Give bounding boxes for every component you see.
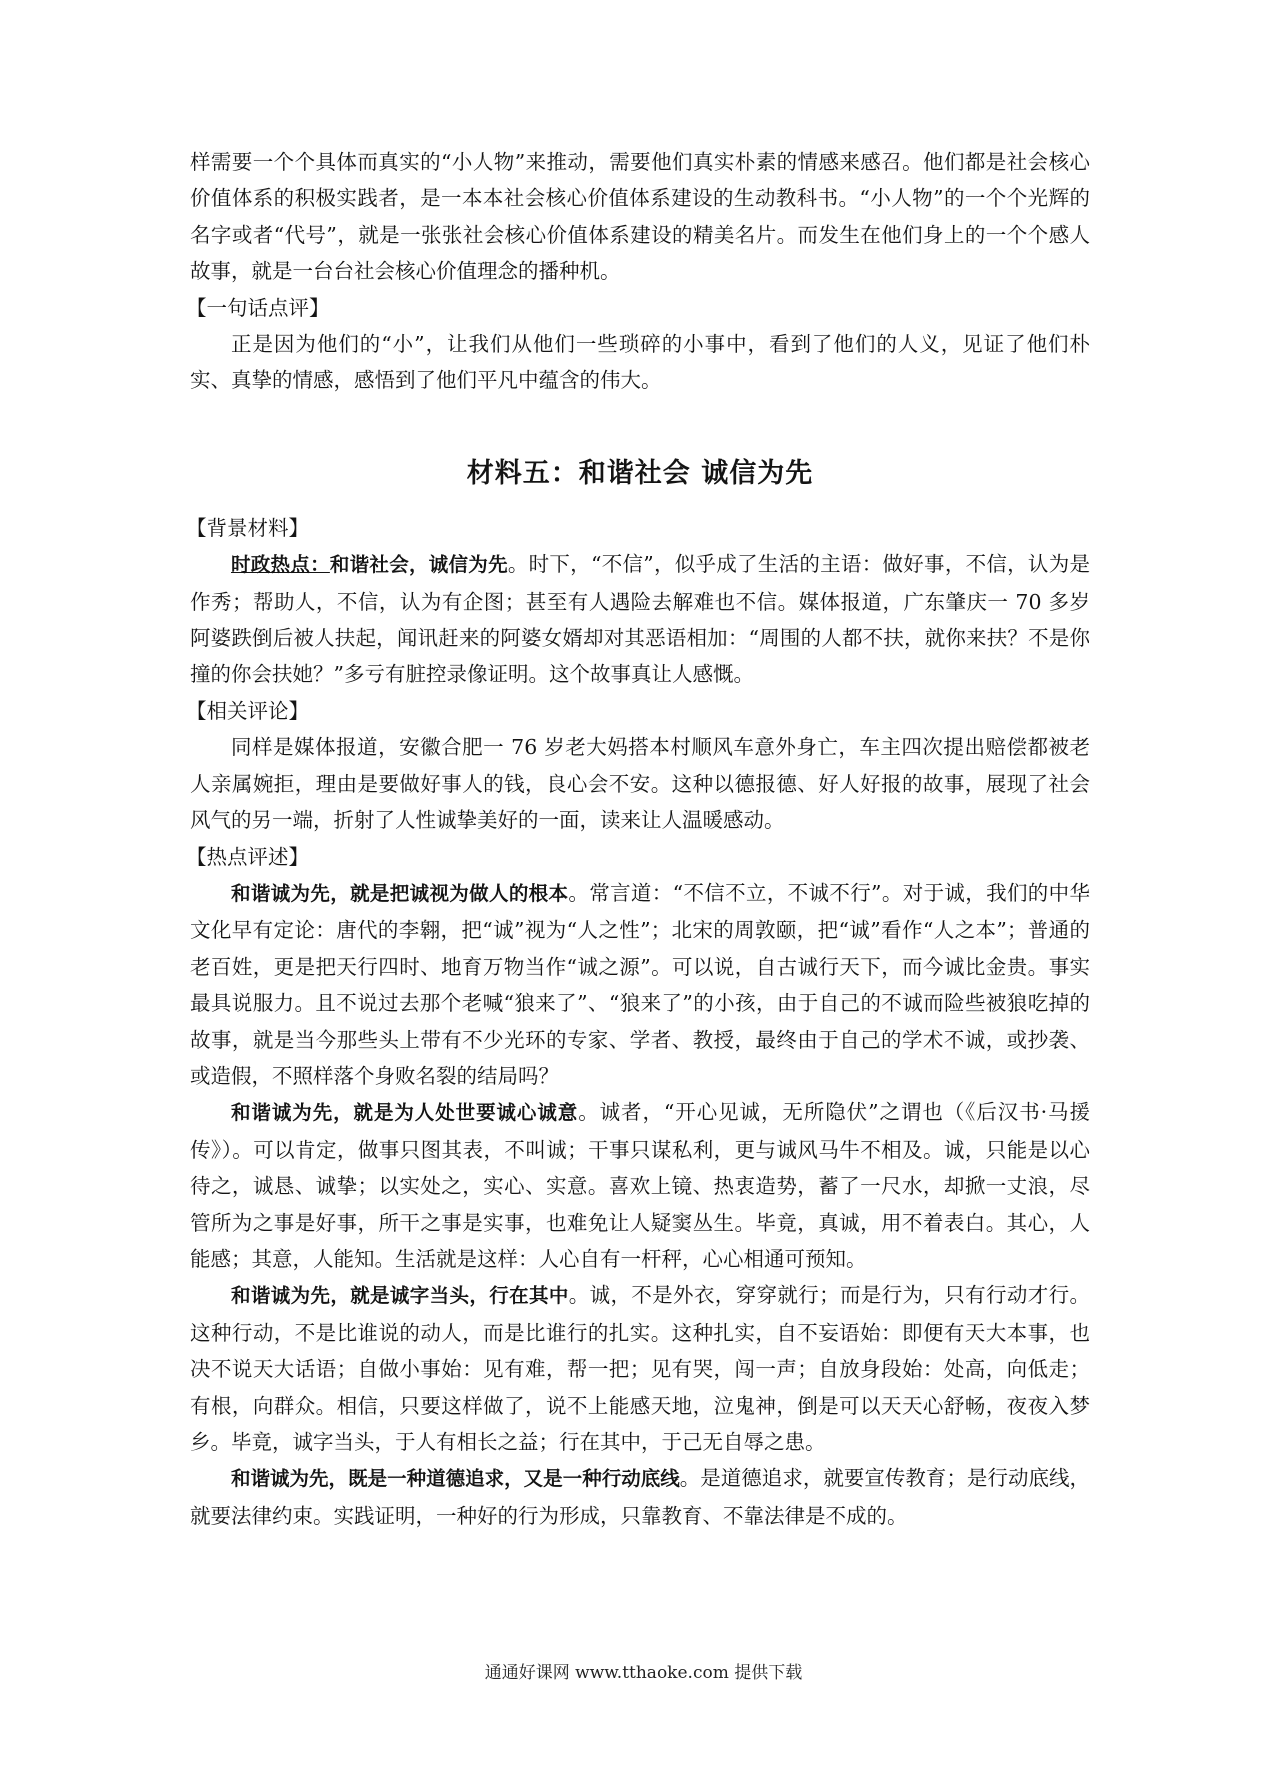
hot-tag: 【热点评述】	[186, 844, 309, 869]
hot-paragraph-2	[190, 1094, 1090, 1277]
hot-paragraph-1	[190, 875, 1090, 1094]
hot-paragraph-3-text: 。诚，不是外衣，穿穿就行；而是行为，只有行动才行。这种行动，不是比谁说的动人，而是比谁行的扎实。这种扎实，自不妄语始：即便有天大本事，也决不说天大话语；自做小事始：见有难，帮一把；见有哭，闯一声；自放身段始：处高，向低走；有根，向群众。相信，只要这样做了，说不上能感天地，泣鬼神，倒是可以天天心舒畅，夜夜入梦乡。毕竟，诚字当头，于人有相长之益；行在其中，于己无自辱之患。	[190, 1283, 1090, 1454]
hot-paragraph-3-lead: 和谐诚为先，就是诚字当头，行在其中	[231, 1284, 569, 1308]
hot-paragraph-2-text: 。诚者，“开心见诚，无所隐伏”之谓也（《后汉书·马援传》）。可以肯定，做事只图其表，不叫诚；干事只谋私利，更与诚风马牛不相及。诚，只能是以心待之，诚恳、诚挚；以实处之，实心、实意。喜欢上镜、热衷造势，蓄了一尺水，却掀一丈浪，尽管所为之事是好事，所干之事是实事，也难免让人疑窦丛生。毕竟，真诚，用不着表白。其心，人能感；其意，人能知。生活就是这样：人心自有一杆秤，心心相通可预知。	[190, 1100, 1090, 1271]
comment-tag: 【一句话点评】	[186, 295, 330, 320]
related-paragraph: 同样是媒体报道，安徽合肥一 76 岁老大妈搭本村顺风车意外身亡，车主四次提出赔偿都被老人亲属婉拒，理由是要做好事人的钱，良心会不安。这种以德报德、好人好报的故事，展现了社会风气的另一端，折射了人性诚挚美好的一面，读来让人温暖感动。	[190, 735, 1090, 833]
background-bold-label: 时政热点：	[231, 553, 330, 577]
related-tag: 【相关评论】	[186, 698, 309, 723]
background-paragraph	[190, 546, 1090, 693]
background-tag: 【背景材料】	[186, 515, 309, 540]
page-footer: 通通好课网 www.tthaoke.com 提供下载	[484, 1663, 803, 1683]
hot-paragraph-4	[190, 1460, 1090, 1534]
section-title: 材料五：和谐社会 诚信为先	[466, 457, 814, 489]
hot-paragraph-4-lead: 和谐诚为先，既是一种道德追求，又是一种行动底线	[231, 1467, 680, 1491]
hot-paragraph-3	[190, 1277, 1090, 1460]
background-text: 。时下，“不信”，似乎成了生活的主语：做好事，不信，认为是作秀；帮助人，不信，认为有企图；甚至有人遇险去解难也不信。媒体报道，广东肇庆一 70 多岁阿婆跌倒后被人扶起，闻讯赶来的阿婆女婿却对其恶语相加：“周围的人都不扶，就你来扶？不是你撞的你会扶她？”多亏有脏控录像证明。这个故事真让人感慨。	[190, 552, 1090, 687]
intro-paragraph: 样需要一个个具体而真实的“小人物”来推动，需要他们真实朴素的情感来感召。他们都是社会核心价值体系的积极实践者，是一本本社会核心价值体系建设的生动教科书。“小人物”的一个个光辉的名字或者“代号”，就是一张张社会核心价值体系建设的精美名片。而发生在他们身上的一个个感人故事，就是一台台社会核心价值理念的播种机。	[190, 150, 1090, 284]
hot-paragraph-1-text: 。常言道：“不信不立，不诚不行”。对于诚，我们的中华文化早有定论：唐代的李翱，把“诚”视为“人之性”；北宋的周敦颐，把“诚”看作“人之本”；普通的老百姓，更是把天行四时、地育万物当作“诚之源”。可以说，自古诚行天下，而今诚比金贵。事实最具说服力。且不说过去那个老喊“狼来了”、“狼来了”的小孩，由于自己的不诚而险些被狼吃掉的故事，就是当今那些头上带有不少光环的专家、学者、教授，最终由于自己的学术不诚，或抄袭、或造假，不照样落个身败名裂的结局吗？	[190, 880, 1090, 1088]
hot-paragraph-1-lead: 和谐诚为先，就是把诚视为做人的根本	[231, 881, 569, 905]
hot-paragraph-2-lead: 和谐诚为先，就是为人处世要诚心诚意	[231, 1101, 579, 1125]
document-body	[186, 144, 1090, 1534]
background-bold-topic: 和谐社会，诚信为先	[329, 553, 508, 577]
comment-paragraph: 正是因为他们的“小”，让我们从他们一些琐碎的小事中，看到了他们的人义，见证了他们朴实、真挚的情感，感悟到了他们平凡中蕴含的伟大。	[190, 332, 1090, 393]
hot-paragraph-4-text: 。是道德追求，就要宣传教育；是行动底线，就要法律约束。实践证明，一种好的行为形成，只靠教育、不靠法律是不成的。	[190, 1466, 1090, 1528]
